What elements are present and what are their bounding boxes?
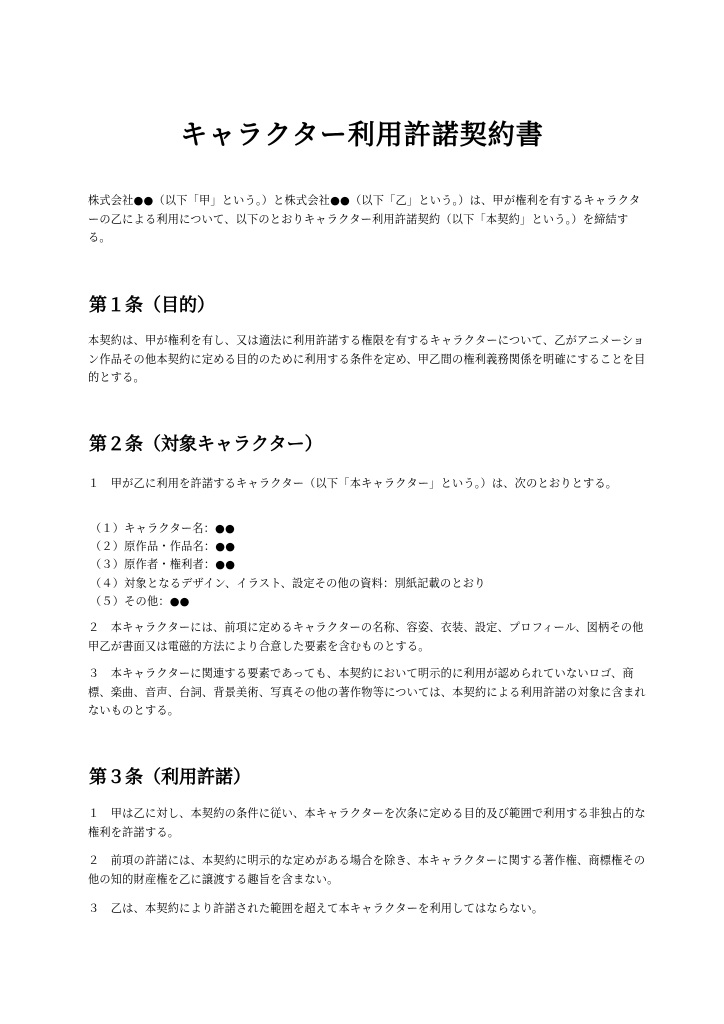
list-item: （５）その他：●●: [90, 594, 190, 608]
article-2-item-list: [90, 520, 650, 611]
list-item: （３）原作者・権利者：●●: [90, 558, 236, 572]
list-item: （４）対象となるデザイン、イラスト、設定その他の資料：別紙記載のとおり: [90, 576, 486, 590]
article-3-paragraph-1: １ 甲は乙に対し、本契約の条件に従い、本キャラクターを次条に定める目的及び範囲で利用する非独占的な権利を許諾する。: [88, 807, 646, 839]
list-item: （１）キャラクター名：●●: [90, 522, 235, 535]
article-1-paragraph: 本契約は、甲が権利を有し、又は適法に利用許諾する権限を有するキャラクターについて、乙がアニメーション作品その他本契約に定める目的のために利用する条件を定め、甲乙間の権利義務関係を明確にすることを目的とする。: [88, 334, 646, 384]
article-2-paragraph-2: ２ 本キャラクターには、前項に定めるキャラクターの名称、容姿、衣装、設定、プロフィール、図柄その他甲乙が書面又は電磁的方法により合意した要素を含むものとする。: [88, 621, 644, 653]
article-2-heading: 第２条（対象キャラクター）: [89, 434, 323, 455]
list-item: （２）原作品・作品名：●●: [90, 540, 236, 554]
article-3-paragraph-2: ２ 前項の許諾には、本契約に明示的な定めがある場合を除き、本キャラクターに関する著作権、商標権その他の知的財産権を乙に譲渡する趣旨を含まない。: [88, 854, 646, 886]
article-3-heading: 第３条（利用許諾）: [89, 767, 251, 788]
article-2-paragraph-1: １ 甲が乙に利用を許諾するキャラクター（以下「本キャラクター」という。）は、次のとおりとする。: [88, 477, 618, 490]
article-2-paragraph-3: ３ 本キャラクターに関連する要素であっても、本契約において明示的に利用が認められていないロゴ、商標、楽曲、音声、台詞、背景美術、写真その他の著作物等については、本契約による利用許諾の対象に含まれないものとする。: [88, 667, 646, 717]
article-3-paragraph-3: ３ 乙は、本契約により許諾された範囲を超えて本キャラクターを利用してはならない。: [88, 902, 544, 915]
article-1-heading: 第１条（目的）: [89, 295, 215, 316]
preamble-paragraph: 株式会社●●（以下「甲」という。）と株式会社●●（以下「乙」という。）は、甲が権利を有するキャラクターの乙による利用について、以下のとおりキャラクター利用許諾契約（以下「本契約」という。）を締結する。: [88, 194, 641, 244]
document-title: キャラクター利用許諾契約書: [180, 120, 544, 151]
